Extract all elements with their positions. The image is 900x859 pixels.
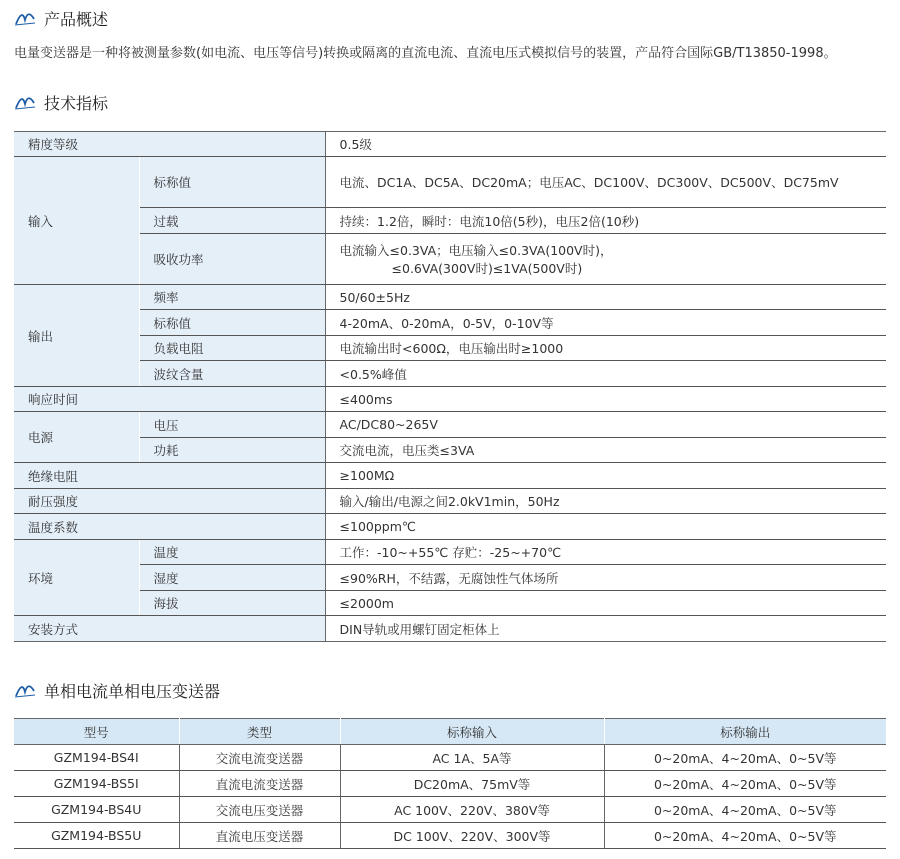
table-row xyxy=(14,412,886,438)
table-row xyxy=(14,514,886,540)
table-row xyxy=(14,361,886,387)
type-cell: 交流电压变送器 xyxy=(179,797,340,823)
specs-heading xyxy=(14,90,108,114)
brand-swoosh-icon xyxy=(14,10,36,26)
spec-value: 工作：-10~+55℃ 存贮：-25~+70℃ xyxy=(325,540,886,565)
spec-label: 吸收功率 xyxy=(139,234,325,285)
spec-label: 过载 xyxy=(139,208,325,234)
table-row xyxy=(14,387,886,412)
spec-label: 耐压强度 xyxy=(14,489,325,514)
spec-value: ≥100MΩ xyxy=(325,463,886,489)
spec-value: 电流输出时<600Ω，电压输出时≥1000 xyxy=(325,336,886,361)
spec-label: 海拔 xyxy=(139,591,325,616)
output-cell: 0~20mA、4~20mA、0~5V等 xyxy=(604,823,886,849)
spec-label: 电压 xyxy=(139,412,325,438)
spec-value: 4-20mA、0-20mA，0-5V，0-10V等 xyxy=(325,310,886,336)
table-row xyxy=(14,540,886,565)
table-row xyxy=(14,132,886,157)
overview-heading xyxy=(14,6,108,30)
input-cell: DC 100V、220V、300V等 xyxy=(340,823,604,849)
overview-title: 产品概述 xyxy=(44,9,109,29)
table-row xyxy=(14,797,886,823)
type-cell: 直流电压变送器 xyxy=(179,823,340,849)
spec-label: 功耗 xyxy=(139,438,325,463)
spec-group-label: 电源 xyxy=(14,412,139,463)
column-header: 型号 xyxy=(14,719,179,745)
table-row xyxy=(14,823,886,849)
spec-value-line: ≤0.6VA(300V时)≤1VA(500V时) xyxy=(391,261,583,276)
brand-swoosh-icon xyxy=(14,682,36,698)
spec-value: 持续：1.2倍，瞬时：电流10倍(5秒)，电压2倍(10秒) xyxy=(325,208,886,234)
brand-swoosh-icon xyxy=(14,94,36,110)
spec-label: 温度系数 xyxy=(14,514,325,540)
table-row xyxy=(14,438,886,463)
column-header: 标称输出 xyxy=(604,719,886,745)
spec-table xyxy=(14,131,886,642)
models-table xyxy=(14,718,886,849)
table-row xyxy=(14,591,886,616)
spec-value: 输入/输出/电源之间2.0kV1min，50Hz xyxy=(325,489,886,514)
spec-value: 电流、DC1A、DC5A、DC20mA；电压AC、DC100V、DC300V、DC500V、DC75mV xyxy=(325,157,886,208)
spec-value xyxy=(325,234,886,285)
spec-label: 温度 xyxy=(139,540,325,565)
table-row xyxy=(14,463,886,489)
table-row xyxy=(14,616,886,642)
table-row xyxy=(14,208,886,234)
spec-label: 标称值 xyxy=(139,310,325,336)
model-cell: GZM194-BS4I xyxy=(14,745,179,771)
model-cell: GZM194-BS5U xyxy=(14,823,179,849)
model-cell: GZM194-BS4U xyxy=(14,797,179,823)
spec-label: 湿度 xyxy=(139,565,325,591)
spec-group-label: 输入 xyxy=(14,157,139,285)
type-cell: 交流电流变送器 xyxy=(179,745,340,771)
overview-text: 电量变送器是一种将被测量参数(如电流、电压等信号)转换或隔离的直流电流、直流电压式模拟信号的装置，产品符合国际GB/T13850-1998。 xyxy=(14,46,837,61)
spec-group-label: 环境 xyxy=(14,540,139,616)
column-header: 类型 xyxy=(179,719,340,745)
output-cell: 0~20mA、4~20mA、0~5V等 xyxy=(604,797,886,823)
table-row xyxy=(14,771,886,797)
spec-value: ≤400ms xyxy=(325,387,886,412)
table-row xyxy=(14,336,886,361)
spec-label: 精度等级 xyxy=(14,132,325,157)
table-row xyxy=(14,285,886,310)
spec-value: ≤100ppm℃ xyxy=(325,514,886,540)
spec-value-line: 电流输入≤0.3VA；电压输入≤0.3VA(100V时)， xyxy=(339,243,613,258)
input-cell: AC 1A、5A等 xyxy=(340,745,604,771)
spec-value: 0.5级 xyxy=(325,132,886,157)
table-row xyxy=(14,565,886,591)
input-cell: AC 100V、220V、380V等 xyxy=(340,797,604,823)
table-row xyxy=(14,745,886,771)
spec-value: AC/DC80~265V xyxy=(325,412,886,438)
spec-value: ≤90%RH，不结露，无腐蚀性气体场所 xyxy=(325,565,886,591)
table-row xyxy=(14,310,886,336)
spec-value: 50/60±5Hz xyxy=(325,285,886,310)
table-row xyxy=(14,157,886,208)
output-cell: 0~20mA、4~20mA、0~5V等 xyxy=(604,771,886,797)
spec-value: <0.5%峰值 xyxy=(325,361,886,387)
spec-group-label: 输出 xyxy=(14,285,139,387)
spec-value: ≤2000m xyxy=(325,591,886,616)
specs-title: 技术指标 xyxy=(44,93,109,113)
models-title: 单相电流单相电压变送器 xyxy=(44,681,221,701)
spec-value: DIN导轨或用螺钉固定柜体上 xyxy=(325,616,886,642)
type-cell: 直流电流变送器 xyxy=(179,771,340,797)
model-cell: GZM194-BS5I xyxy=(14,771,179,797)
table-row xyxy=(14,489,886,514)
table-header-row xyxy=(14,719,886,745)
input-cell: DC20mA、75mV等 xyxy=(340,771,604,797)
output-cell: 0~20mA、4~20mA、0~5V等 xyxy=(604,745,886,771)
spec-value: 交流电流，电压类≤3VA xyxy=(325,438,886,463)
models-heading xyxy=(14,678,220,702)
spec-label: 绝缘电阻 xyxy=(14,463,325,489)
spec-label: 标称值 xyxy=(139,157,325,208)
table-row xyxy=(14,234,886,285)
spec-label: 安装方式 xyxy=(14,616,325,642)
spec-label: 响应时间 xyxy=(14,387,325,412)
spec-label: 波纹含量 xyxy=(139,361,325,387)
spec-label: 频率 xyxy=(139,285,325,310)
column-header: 标称输入 xyxy=(340,719,604,745)
spec-label: 负载电阻 xyxy=(139,336,325,361)
